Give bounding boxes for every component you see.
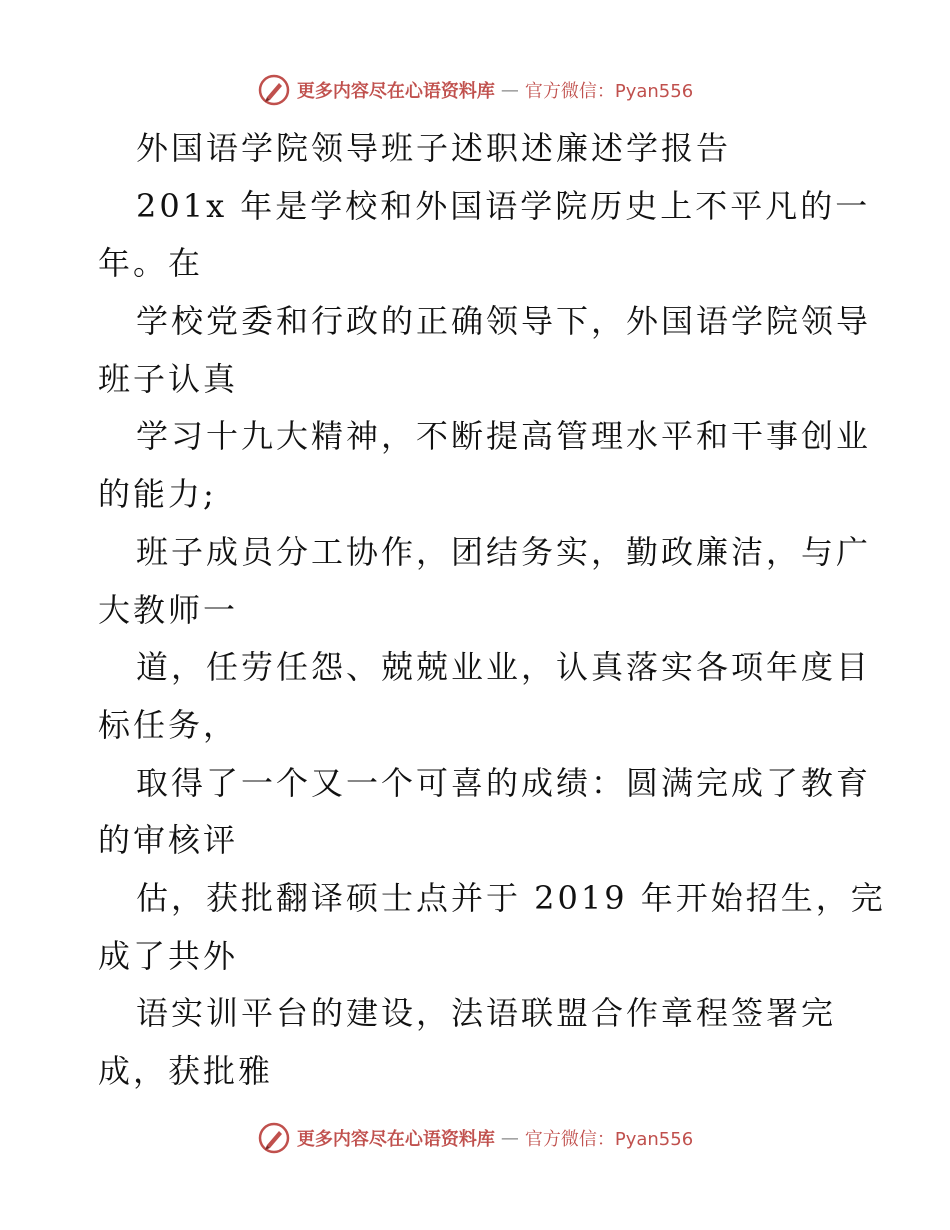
banner-wechat-text: 官方微信：Pyan556 — [524, 1129, 694, 1150]
paragraph-line: 年。在 — [98, 244, 204, 283]
banner-dash: — — [500, 79, 519, 101]
document-body — [98, 120, 886, 1101]
paragraph-line: 成，获批雅 — [98, 1052, 274, 1090]
paragraph-line: 学习十九大精神，不断提高管理水平和干事创业 — [136, 417, 872, 456]
document-title: 外国语学院领导班子述职述廉述学报告 — [136, 129, 732, 167]
header-watermark-banner — [0, 70, 950, 110]
paragraph-line: 道，任劳任怨、兢兢业业，认真落实各项年度目 — [136, 648, 872, 687]
paragraph-line: 成了共外 — [98, 936, 239, 975]
banner-site-text: 更多内容尽在心语资料库 — [296, 1129, 495, 1150]
paragraph-line: 大教师一 — [98, 590, 239, 629]
paragraph-line: 班子认真 — [98, 359, 239, 398]
paragraph-line: 估，获批翻译硕士点并于 2019 年开始招生，完 — [136, 878, 886, 917]
banner-dash: — — [500, 1127, 519, 1149]
paragraph-line: 取得了一个又一个可喜的成绩：圆满完成了教育 — [136, 763, 872, 802]
paragraph-line: 班子成员分工协作，团结务实，勤政廉洁，与广 — [136, 532, 872, 571]
banner-site-text: 更多内容尽在心语资料库 — [296, 81, 495, 102]
banner-wechat-text: 官方微信：Pyan556 — [524, 81, 694, 102]
paragraph-line: 学校党委和行政的正确领导下，外国语学院领导 — [136, 302, 872, 341]
paragraph-line: 201x 年是学校和外国语学院历史上不平凡的一 — [136, 186, 871, 225]
footer-watermark-banner — [0, 1118, 950, 1158]
paragraph-line: 的审核评 — [98, 821, 239, 860]
paragraph-line: 标任务， — [98, 705, 239, 744]
paragraph-line: 语实训平台的建设，法语联盟合作章程签署完 — [136, 994, 837, 1033]
pen-logo-icon — [257, 73, 291, 107]
pen-logo-icon — [257, 1121, 291, 1155]
paragraph-line: 的能力; — [98, 475, 217, 514]
